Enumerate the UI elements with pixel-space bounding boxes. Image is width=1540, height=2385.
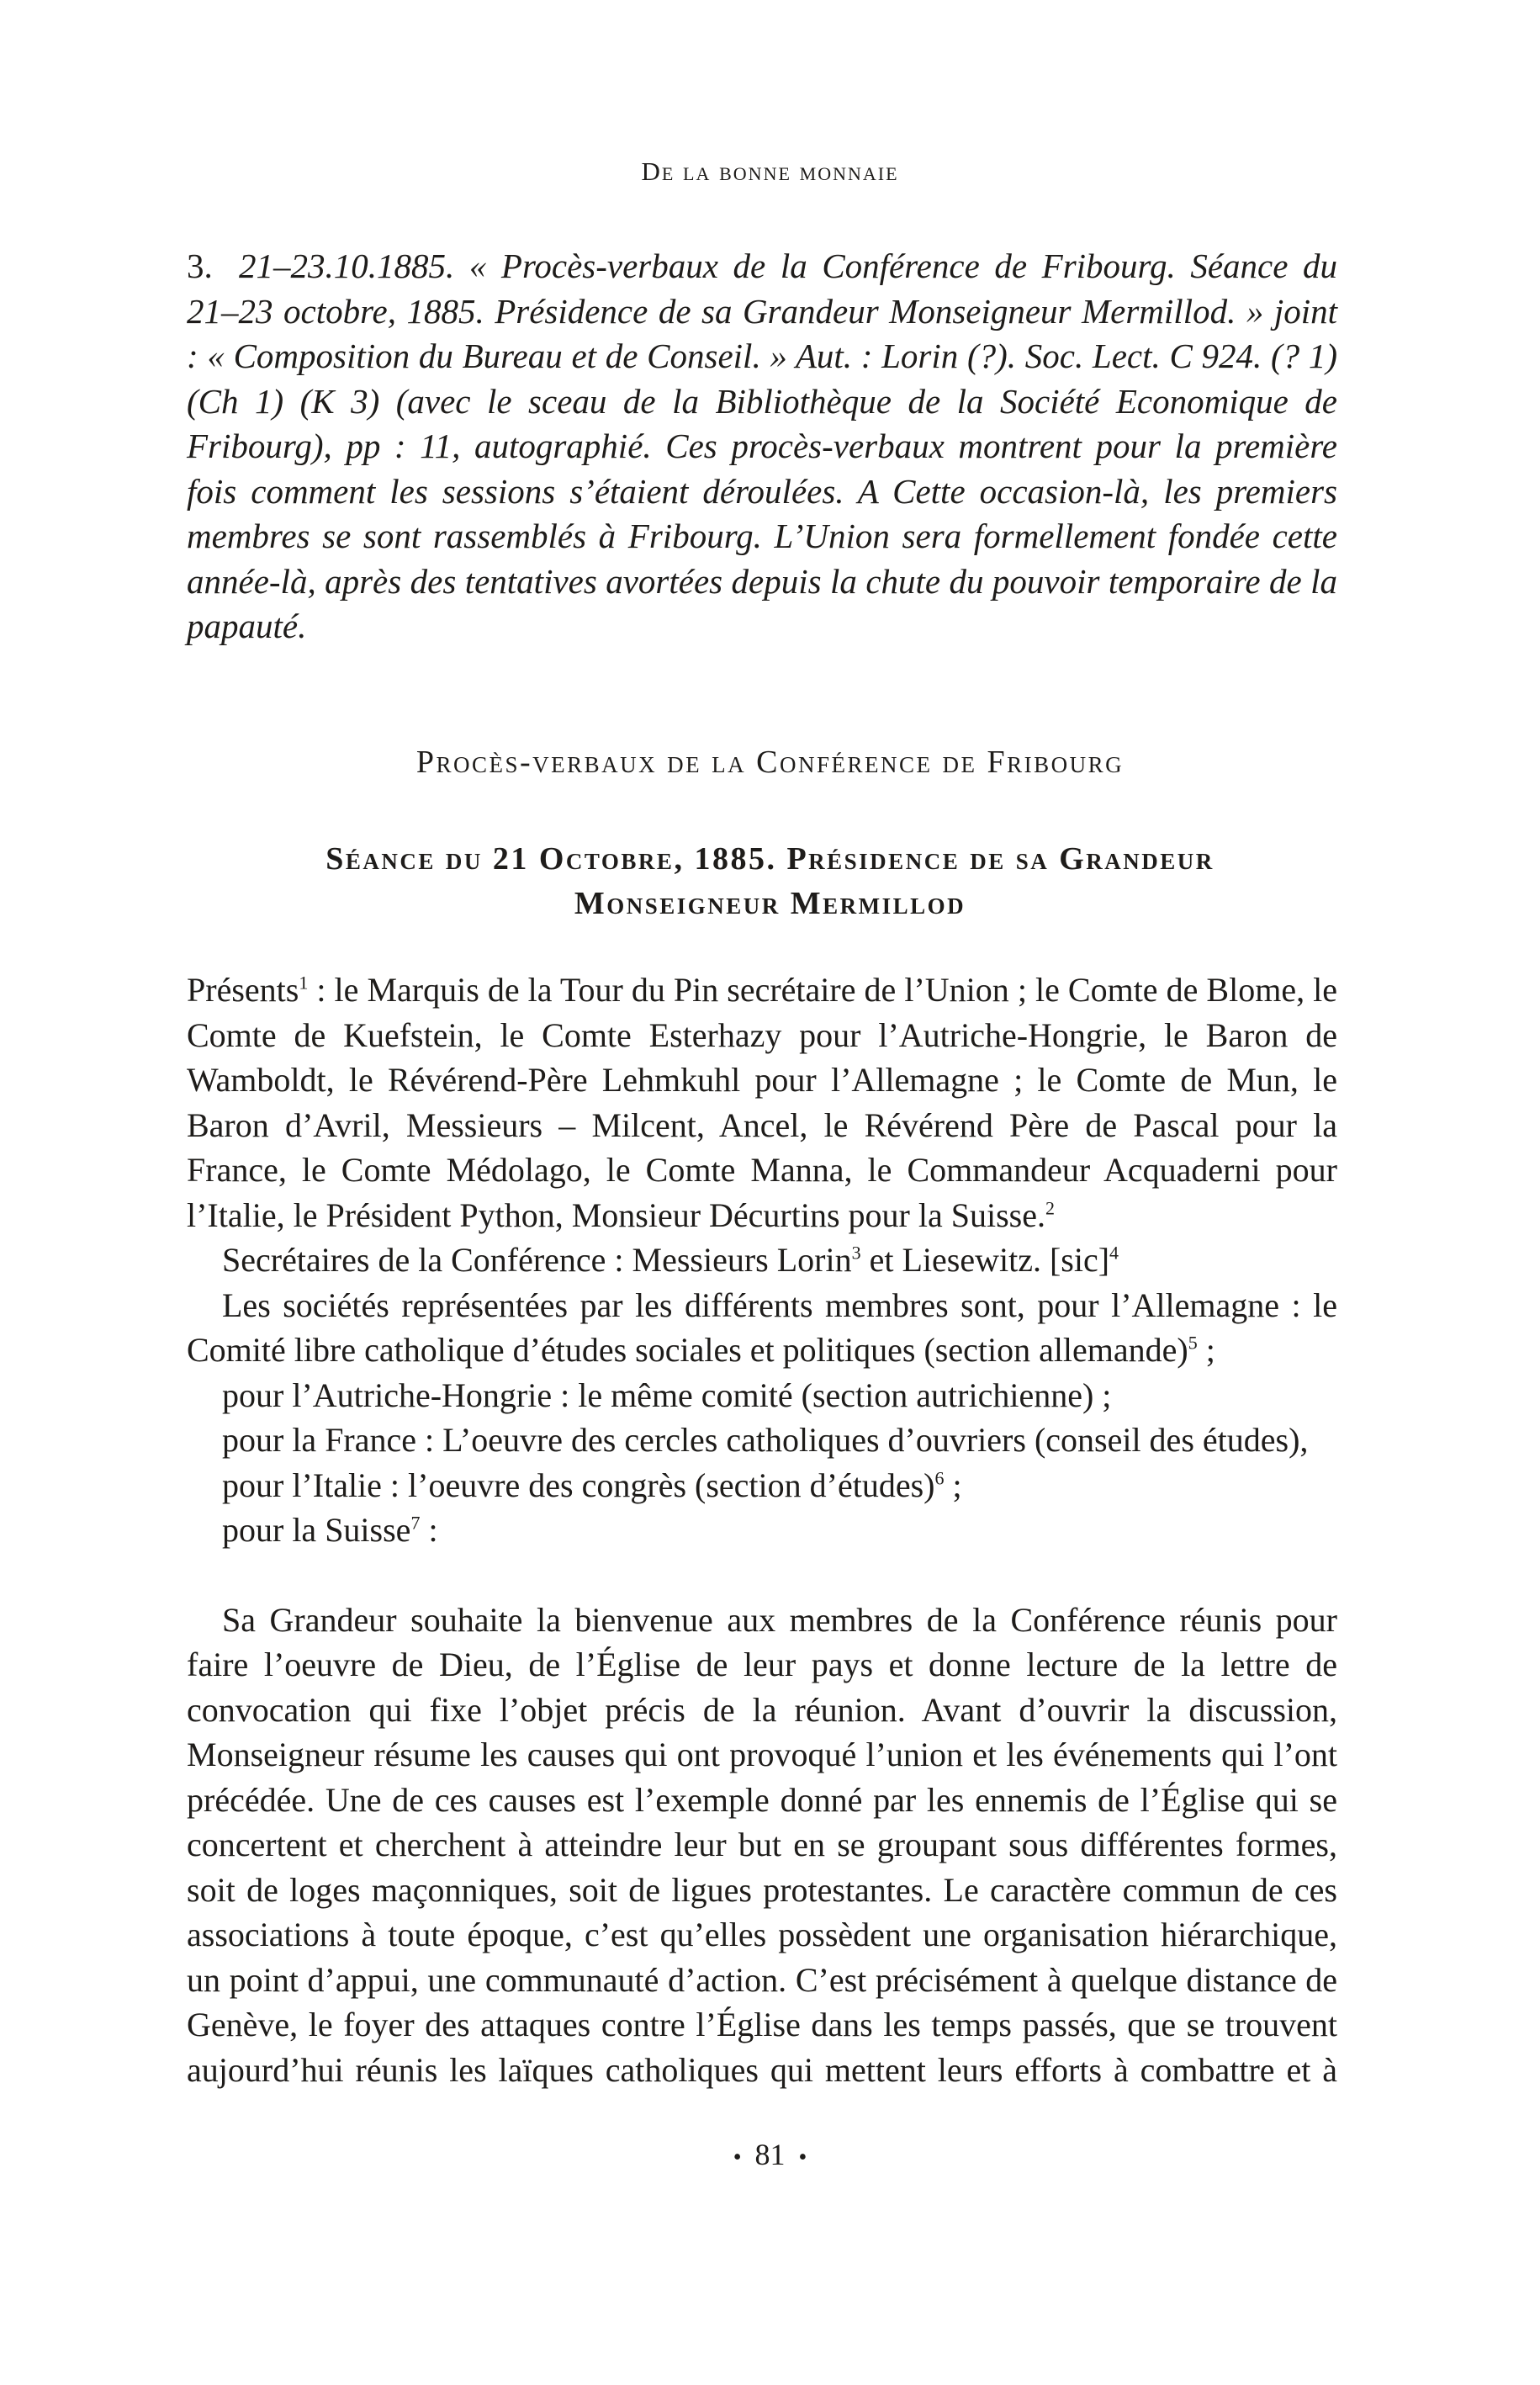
catalog-entry [187, 244, 1337, 649]
page-number: 81 [754, 2138, 786, 2171]
paragraph-presents [187, 967, 1337, 1238]
secretaires-text-end: et Liesewitz. [sic] [860, 1241, 1110, 1279]
catalog-entry-text: 21–23.10.1885. « Procès-verbaux de la Conférence de Fribourg. Séance du 21–23 octobre, 1885. Présidence de sa Grandeur Monseigneur Mermillod. » joint : « Composition du Bureau et de Conseil. » Aut. : Lorin (?). Soc. Lect. C 924. (? 1) (Ch 1) (K 3) (avec le sceau de la Bibliothèque de la Société Economique de Fribourg), pp : 11, autographié. Ces procès-verbaux montrent pour la première fois comment les sessions s’étaient déroulées. A Cette occasion-là, les premiers membres se sont rassemblés à Fribourg. L’Union sera formellement fondée cette année-là, après des tentatives avortées depuis la chute du pouvoir temporaire de la papauté. [187, 246, 1337, 645]
paragraph-societes [187, 1283, 1337, 1373]
page-folio [0, 2137, 1540, 2172]
line-suisse [187, 1508, 1337, 1553]
paragraph-secretaires [187, 1238, 1337, 1283]
line-france: pour la France : L’oeuvre des cercles catholiques d’ouvriers (conseil des études), [222, 1421, 1309, 1459]
societes-text: Les sociétés représentées par les différents membres sont, pour l’Allemagne : le Comité libre catholique d’études sociales et politiques (section allemande) [187, 1285, 1337, 1369]
footnote-ref-7: 7 [410, 1512, 421, 1534]
catalog-entry-number: 3. [187, 246, 213, 285]
italie-text: pour l’Italie : l’oeuvre des congrès (section d’études) [222, 1465, 935, 1504]
footnote-ref-2: 2 [1045, 1197, 1055, 1219]
italie-text-end: ; [944, 1465, 962, 1504]
presents-text: : le Marquis de la Tour du Pin secrétaire de l’Union ; le Comte de Blome, le Comte de Kuefstein, le Comte Esterhazy pour l’Autriche-Hongrie, le Baron de Wamboldt, le Révérend-Père Lehmkuhl pour l’Allemagne ; le Comte de Mun, le Baron d’Avril, Messieurs – Milcent, Ancel, le Révérend Père de Pascal pour la France, le Comte Médolago, le Comte Manna, le Commandeur Acquaderni pour l’Italie, le Président Python, Monsieur Décurtins pour la Suisse. [187, 971, 1337, 1234]
secretaires-text: Secrétaires de la Conférence : Messieurs Lorin [222, 1241, 852, 1279]
line-italie [187, 1463, 1337, 1508]
seance-title-line-2: Monseigneur Mermillod [574, 886, 966, 921]
seance-title [193, 837, 1347, 926]
societes-text-end: ; [1197, 1331, 1215, 1369]
folio-bullet-right: • [798, 2144, 807, 2170]
seance-title-line-1: Séance du 21 Octobre, 1885. Présidence de sa Grandeur [325, 841, 1215, 877]
footnote-ref-3: 3 [851, 1242, 861, 1264]
presents-lead: Présents [187, 971, 299, 1009]
suisse-text-end: : [420, 1511, 438, 1549]
line-autriche: pour l’Autriche-Hongrie : le même comité (section autrichienne) ; [222, 1375, 1112, 1414]
running-head: De la bonne monnaie [641, 156, 899, 186]
folio-bullet-left: • [733, 2144, 742, 2170]
footnote-ref-1: 1 [299, 972, 309, 994]
footnote-ref-4: 4 [1109, 1242, 1119, 1264]
footnote-ref-6: 6 [934, 1467, 945, 1489]
body-text [187, 967, 1337, 2092]
section-title: Procès-verbaux de la Conférence de Fribourg [415, 745, 1125, 780]
paragraph-grandeur: Sa Grandeur souhaite la bienvenue aux membres de la Conférence réunis pour faire l’oeuvre de Dieu, de l’Église de leur pays et donne lecture de la lettre de convocation qui fixe l’objet précis de la réunion. Avant d’ouvrir la discussion, Monseigneur résume les causes qui ont provoqué l’union et les événements qui l’ont précédée. Une de ces causes est l’exemple donné par les ennemis de l’Église qui se concertent et cherchent à atteindre leur but en se groupant sous différentes formes, soit de loges maçonniques, soit de ligues protestantes. Le caractère commun de ces associations à toute époque, c’est qu’elles possèdent une organisation hiérarchique, un point d’appui, une communauté d’action. C’est précisément à quelque distance de Genève, le foyer des attaques contre l’Église dans les temps passés, que se trouvent aujourd’hui réunis les laïques catholiques qui mettent leurs efforts à combattre et à [187, 1600, 1337, 2089]
suisse-text: pour la Suisse [222, 1511, 411, 1549]
footnote-ref-5: 5 [1188, 1332, 1198, 1354]
